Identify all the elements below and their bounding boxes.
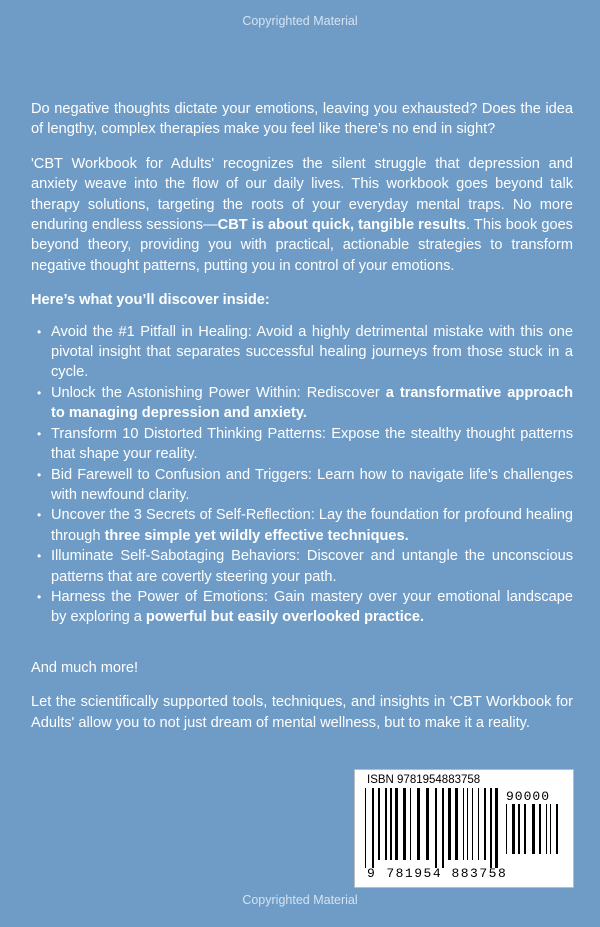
barcode-bar <box>532 804 535 854</box>
barcode-bar <box>417 788 420 860</box>
barcode-bar <box>403 788 406 860</box>
barcode-bar <box>365 788 366 868</box>
barcode-bar <box>395 788 398 860</box>
barcode-bar <box>546 804 547 854</box>
barcode-bar <box>478 788 479 860</box>
copyright-watermark-top: Copyrighted Material <box>242 14 358 28</box>
barcode-bar <box>455 788 458 860</box>
barcode-bar <box>390 788 392 860</box>
list-item: • Unlock the Astonishing Power Within: Rediscover a transformative approach to managing depression and anxiety. <box>31 383 573 424</box>
barcode-bar <box>550 804 551 854</box>
barcode-bar <box>556 804 558 854</box>
barcode-bar <box>372 788 374 868</box>
ean-barcode-bars <box>365 788 499 868</box>
list-item: • Illuminate Self-Sabotaging Behaviors: Discover and untangle the unconscious patterns that are covertly steering your path. <box>31 546 573 587</box>
barcode-bar <box>463 788 464 860</box>
barcode-bar <box>426 788 429 860</box>
description-text-2: . This book goes beyond theory, providing you with practical, actionable strategies to transform negative thought patterns, putting you in control of your emotions. <box>31 217 573 274</box>
barcode-bar <box>385 788 387 860</box>
barcode-bar <box>472 788 473 860</box>
barcode-bar <box>518 804 520 854</box>
closing-paragraph: Let the scientifically supported tools, techniques, and insights in 'CBT Workbook for Adults' allow you to not just dream of mental wellness, but to make it a reality. <box>31 694 573 731</box>
discover-list <box>31 322 573 628</box>
barcode-bar <box>495 788 498 868</box>
barcode-bar <box>410 788 411 860</box>
intro-paragraph: Do negative thoughts dictate your emotions, leaving you exhausted? Does the idea of lengthy, complex therapies make you feel like there’s no end in sight? <box>31 101 573 138</box>
and-more-text: And much more! <box>31 659 139 676</box>
barcode-bar <box>378 788 380 860</box>
list-item: • Harness the Power of Emotions: Gain mastery over your emotional landscape by exploring a powerful but easily overlooked practice. <box>31 587 573 628</box>
barcode-digits: 9 781954 883758 <box>367 866 508 881</box>
barcode-bar <box>467 788 468 860</box>
discover-heading: Here’s what you’ll discover inside: <box>31 292 270 309</box>
copyright-watermark-bottom: Copyrighted Material <box>242 893 358 907</box>
barcode-bar <box>448 788 451 860</box>
isbn-label: ISBN 9781954883758 <box>367 774 481 786</box>
isbn-barcode <box>354 769 574 888</box>
barcode-bar <box>435 788 437 868</box>
barcode-bar <box>484 788 486 860</box>
list-item: • Avoid the #1 Pitfall in Healing: Avoid a highly detrimental mistake with this one pivotal insight that separates successful healing journeys from those stuck in a cycle. <box>31 322 573 383</box>
barcode-bar <box>524 804 526 854</box>
price-code: 90000 <box>506 789 551 804</box>
list-item: • Bid Farewell to Confusion and Triggers: Learn how to navigate life’s challenges with newfound clarity. <box>31 465 573 506</box>
price-barcode-bars <box>506 804 564 862</box>
barcode-bar <box>490 788 492 868</box>
description-paragraph <box>31 154 573 276</box>
barcode-bar <box>539 804 541 854</box>
description-bold: CBT is about quick, tangible results <box>217 217 467 234</box>
barcode-bar <box>512 804 515 854</box>
description-text-1: 'CBT Workbook for Adults' recognizes the silent struggle that depression and anxiety weave into the flow of our daily lives. This workbook goes beyond talk therapy solutions, targeting the roots of your everyday mental traps. No more enduring endless sessions— <box>31 155 573 234</box>
list-item: • Uncover the 3 Secrets of Self-Reflection: Lay the foundation for profound healing through three simple yet wildly effective techniques. <box>31 505 573 546</box>
barcode-bar <box>442 788 444 868</box>
list-item: • Transform 10 Distorted Thinking Patterns: Expose the stealthy thought patterns that shape your reality. <box>31 424 573 465</box>
back-cover-text <box>31 99 573 733</box>
barcode-bar <box>506 804 507 854</box>
